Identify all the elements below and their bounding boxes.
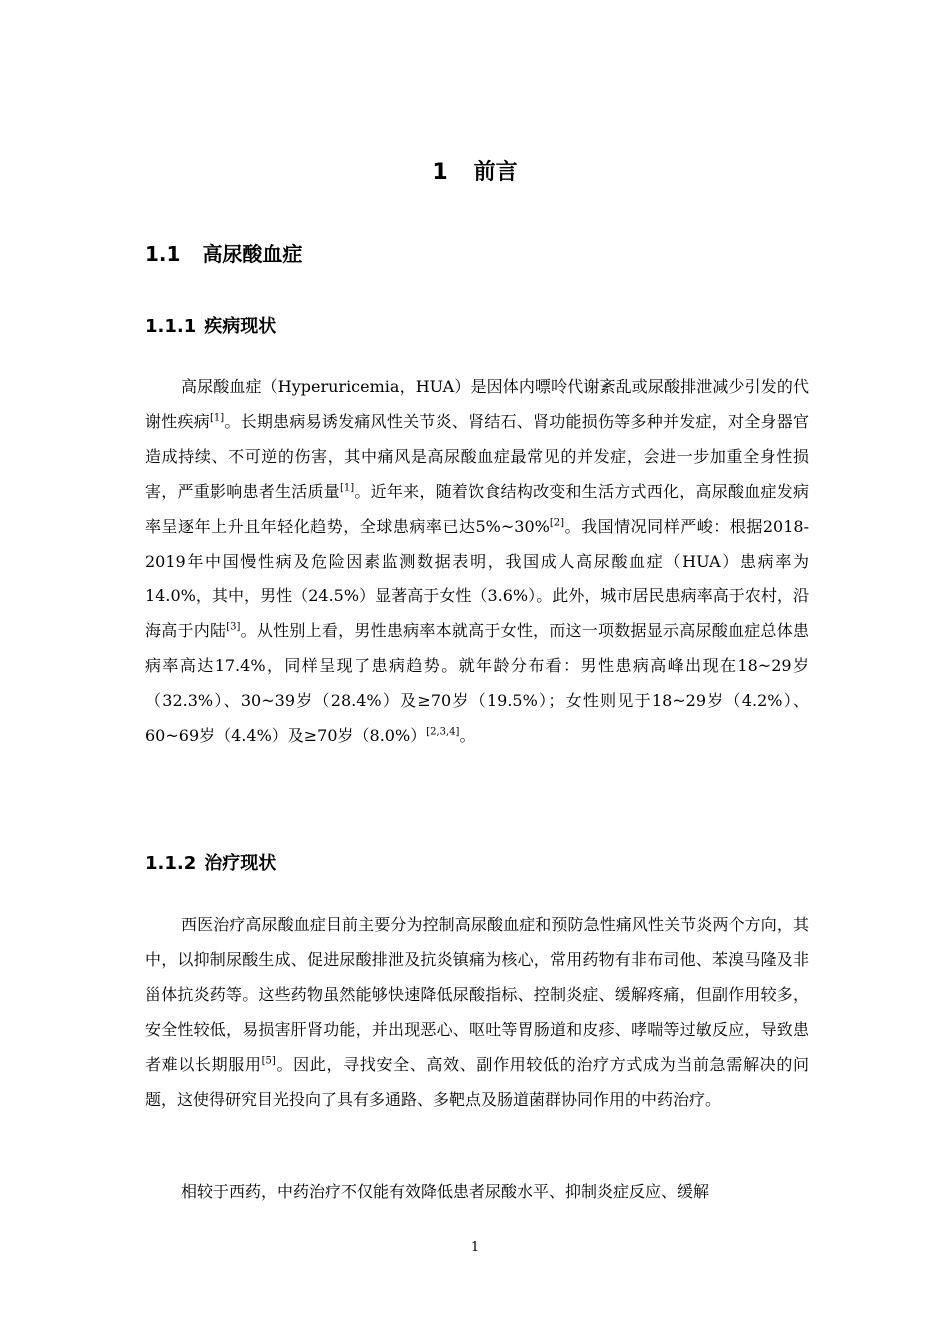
citation-ref: [1] (339, 482, 355, 494)
chapter-heading (0, 156, 950, 190)
subsection-heading-status (145, 312, 276, 342)
section-heading (145, 238, 302, 270)
section-title: 高尿酸血症 (202, 242, 303, 266)
citation-ref: [5] (261, 1055, 276, 1067)
subsection-title: 疾病现状 (204, 316, 277, 337)
citation-ref: [1] (209, 412, 225, 424)
subsection-number: 1.1.1 (145, 316, 197, 337)
paragraph-text: 高尿酸血症（Hyperuricemia，HUA）是因体内嘌呤代谢紊乱或尿酸排泄减少引发的代谢性疾病 (145, 377, 809, 431)
chapter-number: 1 (432, 160, 448, 185)
paragraph-western-treatment (145, 908, 809, 1117)
paragraph-text: 西医治疗高尿酸血症目前主要分为控制高尿酸血症和预防急性痛风性关节炎两个方向，其中，以抑制尿酸生成、促进尿酸排泄及抗炎镇痛为核心，常用药物有非布司他、苯溴马隆及非甾体抗炎药等。这些药物虽然能够快速降低尿酸指标、控制炎症、缓解疼痛，但副作用较多，安全性较低，易损害肝肾功能，并出现恶心、呕吐等胃肠道和皮疹、哮喘等过敏反应，导致患者难以长期服用 (145, 915, 809, 1074)
paragraph-text: 。因此，寻找安全、高效、副作用较低的治疗方式成为当前急需解决的问题，这使得研究目光投向了具有多通路、多靶点及肠道菌群协同作用的中药治疗。 (145, 1054, 809, 1109)
subsection-title: 治疗现状 (204, 853, 277, 874)
paragraph-disease-status (145, 370, 809, 754)
section-number: 1.1 (145, 242, 181, 266)
chapter-title: 前言 (473, 160, 518, 185)
paragraph-text: 。我国情况同样严峻：根据2018-2019年中国慢性病及危险因素监测数据表明，我国成人高尿酸血症（HUA）患病率为14.0%，其中，男性（24.5%）显著高于女性（3.6%）。此外，城市居民患病率高于农村，沿海高于内陆 (145, 516, 809, 641)
page-number: 1 (470, 1240, 480, 1255)
subsection-number: 1.1.2 (145, 853, 197, 874)
citation-ref: [2] (549, 517, 565, 529)
paragraph-text: 。近年来，随着饮食结构改变和生活方式西化，高尿酸血症发病率呈逐年上升且年轻化趋势，全球患病率已达5%~30% (145, 481, 809, 536)
citation-ref: [2,3,4] (426, 726, 460, 738)
paragraph-text: 。 (459, 726, 476, 746)
paragraph-text: 相较于西药，中药治疗不仅能有效降低患者尿酸水平、抑制炎症反应、缓解 (181, 1182, 710, 1201)
paragraph-text: 。从性别上看，男性患病率本就高于女性，而这一项数据显示高尿酸血症总体患病率高达17.4%，同样呈现了患病趋势。就年龄分布看：男性患病高峰出现在18~29岁（32.3%）、30~39岁（28.4%）及≥70岁（19.5%）；女性则见于18~29岁（4.2%）、60~69岁（4.4%）及≥70岁（8.0%） (145, 621, 809, 746)
paragraph-tcm-treatment (145, 1175, 809, 1210)
subsection-heading-treatment (145, 849, 276, 879)
citation-ref: [3] (226, 622, 241, 634)
paragraph-text: 。长期患病易诱发痛风性关节炎、肾结石、肾功能损伤等多种并发症，对全身器官造成持续、不可逆的伤害，其中痛风是高尿酸血症最常见的并发症，会进一步加重全身性损害，严重影响患者生活质量 (145, 411, 809, 501)
